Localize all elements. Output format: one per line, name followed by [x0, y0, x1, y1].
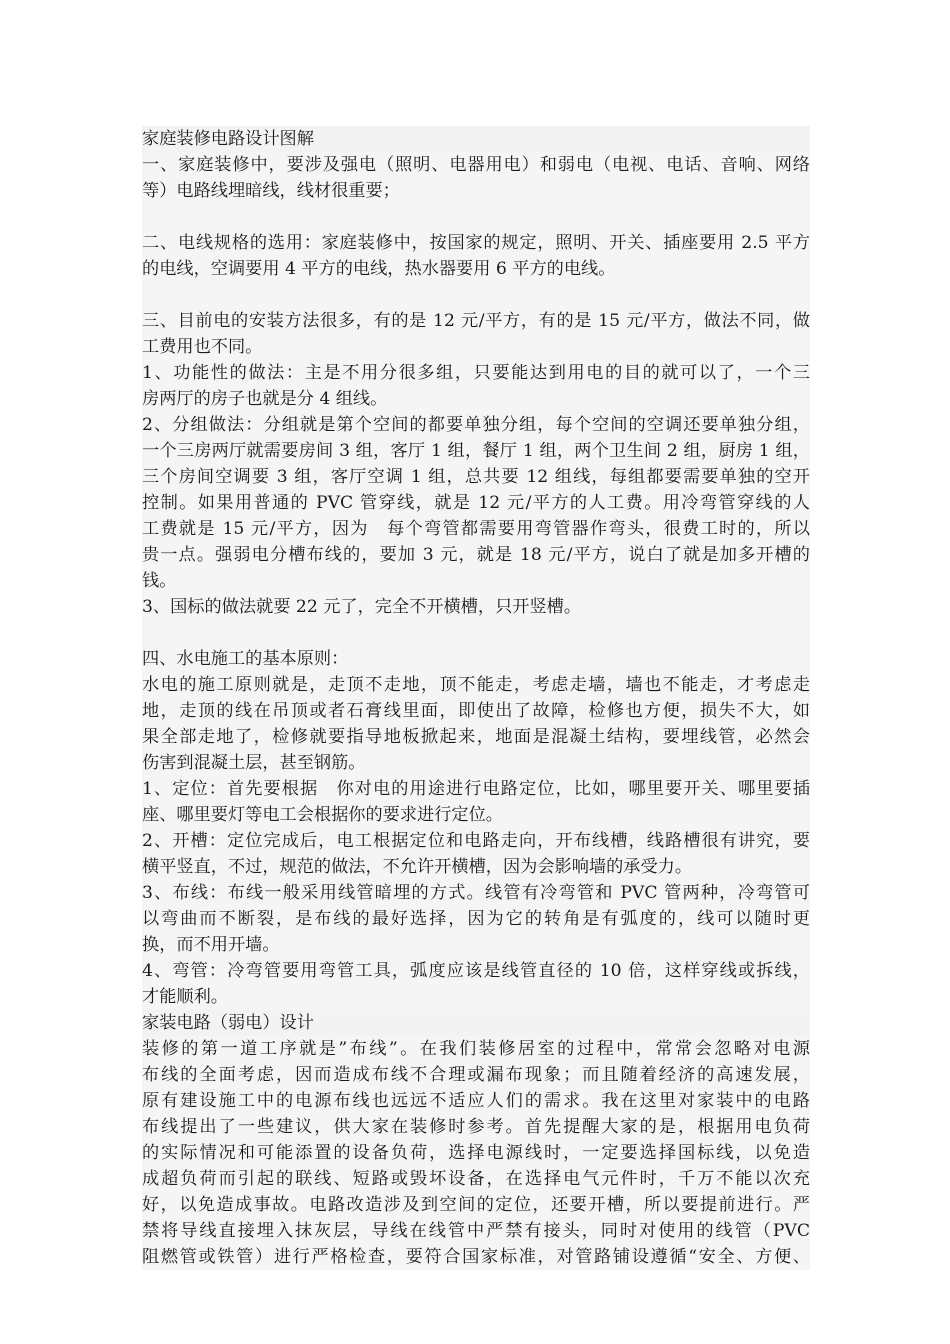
text-line: 座、哪里要灯等电工会根据你的要求进行定位。 — [142, 802, 810, 828]
blank-line — [142, 204, 810, 230]
blank-line — [142, 620, 810, 646]
text-line: 2、分组做法：分组就是第个空间的都要单独分组，每个空间的空调还要单独分组， — [142, 412, 810, 438]
text-line: 控制。如果用普通的 PVC 管穿线，就是 12 元/平方的人工费。用冷弯管穿线的人 — [142, 490, 810, 516]
text-line: 4、弯管：冷弯管要用弯管工具，弧度应该是线管直径的 10 倍，这样穿线或拆线， — [142, 958, 810, 984]
text-line: 禁将导线直接埋入抹灰层，导线在线管中严禁有接头，同时对使用的线管（PVC — [142, 1218, 810, 1244]
text-line: 换，而不用开墙。 — [142, 932, 810, 958]
text-line: 地，走顶的线在吊顶或者石膏线里面，即使出了故障，检修也方便，损失不大，如 — [142, 698, 810, 724]
text-line: 阻燃管或铁管）进行严格检查，要符合国家标准，对管路铺设遵循“安全、方便、 — [142, 1244, 810, 1270]
text-line: 装修的第一道工序就是”布线”。在我们装修居室的过程中，常常会忽略对电源 — [142, 1036, 810, 1062]
text-line: 工费用也不同。 — [142, 334, 810, 360]
text-line: 3、国标的做法就要 22 元了，完全不开横槽，只开竖槽。 — [142, 594, 810, 620]
text-line: 伤害到混凝土层，甚至钢筋。 — [142, 750, 810, 776]
text-line: 工费就是 15 元/平方，因为 每个弯管都需要用弯管器作弯头，很费工时的，所以 — [142, 516, 810, 542]
document-title: 家庭装修电路设计图解 — [142, 126, 810, 152]
text-line: 三、目前电的安装方法很多，有的是 12 元/平方，有的是 15 元/平方，做法不同，做 — [142, 308, 810, 334]
text-line: 一个三房两厅就需要房间 3 组，客厅 1 组，餐厅 1 组，两个卫生间 2 组，厨房 1 组， — [142, 438, 810, 464]
text-line: 好，以免造成事故。电路改造涉及到空间的定位，还要开槽，所以要提前进行。严 — [142, 1192, 810, 1218]
text-line: 的实际情况和可能添置的设备负荷，选择电源线时，一定要选择国标线，以免造 — [142, 1140, 810, 1166]
text-line: 水电的施工原则就是，走顶不走地，顶不能走，考虑走墙，墙也不能走，才考虑走 — [142, 672, 810, 698]
text-line: 等）电路线埋暗线，线材很重要； — [142, 178, 810, 204]
text-line: 三个房间空调要 3 组，客厅空调 1 组，总共要 12 组线，每组都要需要单独的空开 — [142, 464, 810, 490]
text-line: 一、家庭装修中，要涉及强电（照明、电器用电）和弱电（电视、电话、音响、网络 — [142, 152, 810, 178]
text-line: 二、电线规格的选用：家庭装修中，按国家的规定，照明、开关、插座要用 2.5 平方 — [142, 230, 810, 256]
document-body — [142, 126, 810, 1270]
text-line: 的电线，空调要用 4 平方的电线，热水器要用 6 平方的电线。 — [142, 256, 810, 282]
text-line: 才能顺利。 — [142, 984, 810, 1010]
text-line: 果全部走地了，检修就要指导地板掀起来，地面是混凝土结构，要埋线管，必然会 — [142, 724, 810, 750]
text-line: 成超负荷而引起的联线、短路或毁坏设备，在选择电气元件时，千万不能以次充 — [142, 1166, 810, 1192]
section-title: 家装电路（弱电）设计 — [142, 1010, 810, 1036]
section-heading: 四、水电施工的基本原则： — [142, 646, 810, 672]
text-line: 布线的全面考虑，因而造成布线不合理或漏布现象；而且随着经济的高速发展， — [142, 1062, 810, 1088]
text-line: 横平竖直，不过，规范的做法，不允许开横槽，因为会影响墙的承受力。 — [142, 854, 810, 880]
text-line: 以弯曲而不断裂，是布线的最好选择，因为它的转角是有弧度的，线可以随时更 — [142, 906, 810, 932]
text-line: 1、定位：首先要根据 你对电的用途进行电路定位，比如，哪里要开关、哪里要插 — [142, 776, 810, 802]
text-line: 布线提出了一些建议，供大家在装修时参考。首先提醒大家的是，根据用电负荷 — [142, 1114, 810, 1140]
text-line: 房两厅的房子也就是分 4 组线。 — [142, 386, 810, 412]
text-line: 3、布线：布线一般采用线管暗埋的方式。线管有冷弯管和 PVC 管两种，冷弯管可 — [142, 880, 810, 906]
text-line: 贵一点。强弱电分槽布线的，要加 3 元，就是 18 元/平方，说白了就是加多开槽的 — [142, 542, 810, 568]
text-line: 1、功能性的做法：主是不用分很多组，只要能达到用电的目的就可以了，一个三 — [142, 360, 810, 386]
text-line: 2、开槽：定位完成后，电工根据定位和电路走向，开布线槽，线路槽很有讲究，要 — [142, 828, 810, 854]
text-line: 钱。 — [142, 568, 810, 594]
text-line: 原有建设施工中的电源布线也远远不适应人们的需求。我在这里对家装中的电路 — [142, 1088, 810, 1114]
blank-line — [142, 282, 810, 308]
